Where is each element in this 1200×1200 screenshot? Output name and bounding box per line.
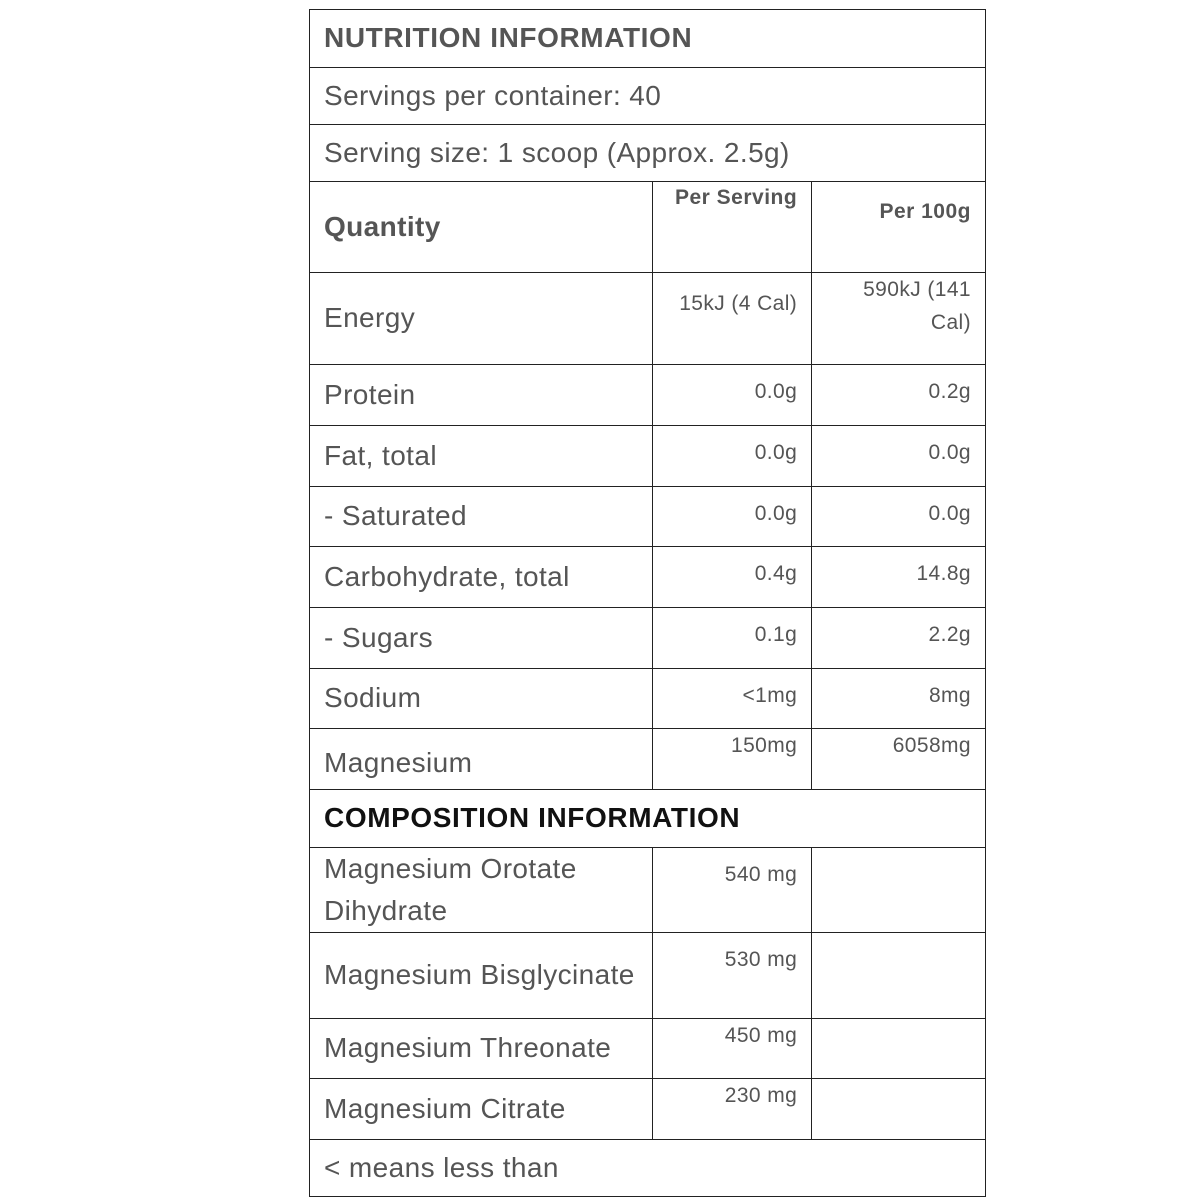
serving-size-row [310,124,985,181]
empty-cell [812,1078,985,1139]
per-serving-value: 15kJ (4 Cal) [652,272,811,364]
composition-title-row [310,789,985,847]
table-row [310,932,985,1018]
empty-cell [812,1018,985,1078]
per-100g-value: 590kJ (141 Cal) [812,272,985,364]
servings-per-container: Servings per container: 40 [310,67,985,124]
nutrition-panel [309,9,986,1197]
composition-item-name: Magnesium Bisglycinate [310,932,652,1018]
per-100g-value: 14.8g [812,546,985,607]
column-header-row [310,181,985,272]
per-serving-header: Per Serving [652,181,811,272]
nutrient-name: Protein [310,364,652,425]
composition-title: COMPOSITION INFORMATION [310,789,985,847]
composition-item-name: Magnesium Threonate [310,1018,652,1078]
per-serving-value: 0.0g [652,486,811,546]
serving-size: Serving size: 1 scoop (Approx. 2.5g) [310,124,985,181]
nutrient-name: Energy [310,272,652,364]
table-row [310,364,985,425]
composition-item-name: Magnesium Citrate [310,1078,652,1139]
composition-item-name: Magnesium Orotate Dihydrate [310,847,652,932]
nutrient-name: Fat, total [310,425,652,486]
per-serving-value: 150mg [652,728,811,789]
composition-item-amount: 450 mg [652,1018,811,1078]
empty-cell [812,847,985,932]
per-100g-value: 0.2g [812,364,985,425]
nutrient-name: - Saturated [310,486,652,546]
nutrition-title: NUTRITION INFORMATION [310,10,985,67]
table-row [310,546,985,607]
footnote: < means less than [310,1139,985,1196]
per-100g-value: 6058mg [812,728,985,789]
footnote-row [310,1139,985,1196]
per-serving-value: 0.4g [652,546,811,607]
per-serving-value: <1mg [652,668,811,728]
nutrient-name: - Sugars [310,607,652,668]
per-100g-value: 2.2g [812,607,985,668]
per-serving-value: 0.1g [652,607,811,668]
nutrient-name: Carbohydrate, total [310,546,652,607]
nutrient-name: Magnesium [310,728,652,789]
per-100g-header: Per 100g [812,181,985,272]
nutrition-table [310,10,985,1196]
empty-cell [812,932,985,1018]
composition-item-amount: 530 mg [652,932,811,1018]
table-row [310,425,985,486]
per-100g-value: 0.0g [812,486,985,546]
per-serving-value: 0.0g [652,364,811,425]
table-row [310,1018,985,1078]
table-row [310,272,985,364]
per-serving-value: 0.0g [652,425,811,486]
table-row [310,847,985,932]
nutrient-name: Sodium [310,668,652,728]
table-row [310,1078,985,1139]
table-row [310,486,985,546]
servings-row [310,67,985,124]
title-row [310,10,985,67]
quantity-header: Quantity [310,181,652,272]
per-100g-value: 8mg [812,668,985,728]
table-row [310,728,985,789]
composition-item-amount: 230 mg [652,1078,811,1139]
table-row [310,668,985,728]
composition-item-amount: 540 mg [652,847,811,932]
table-row [310,607,985,668]
per-100g-value: 0.0g [812,425,985,486]
